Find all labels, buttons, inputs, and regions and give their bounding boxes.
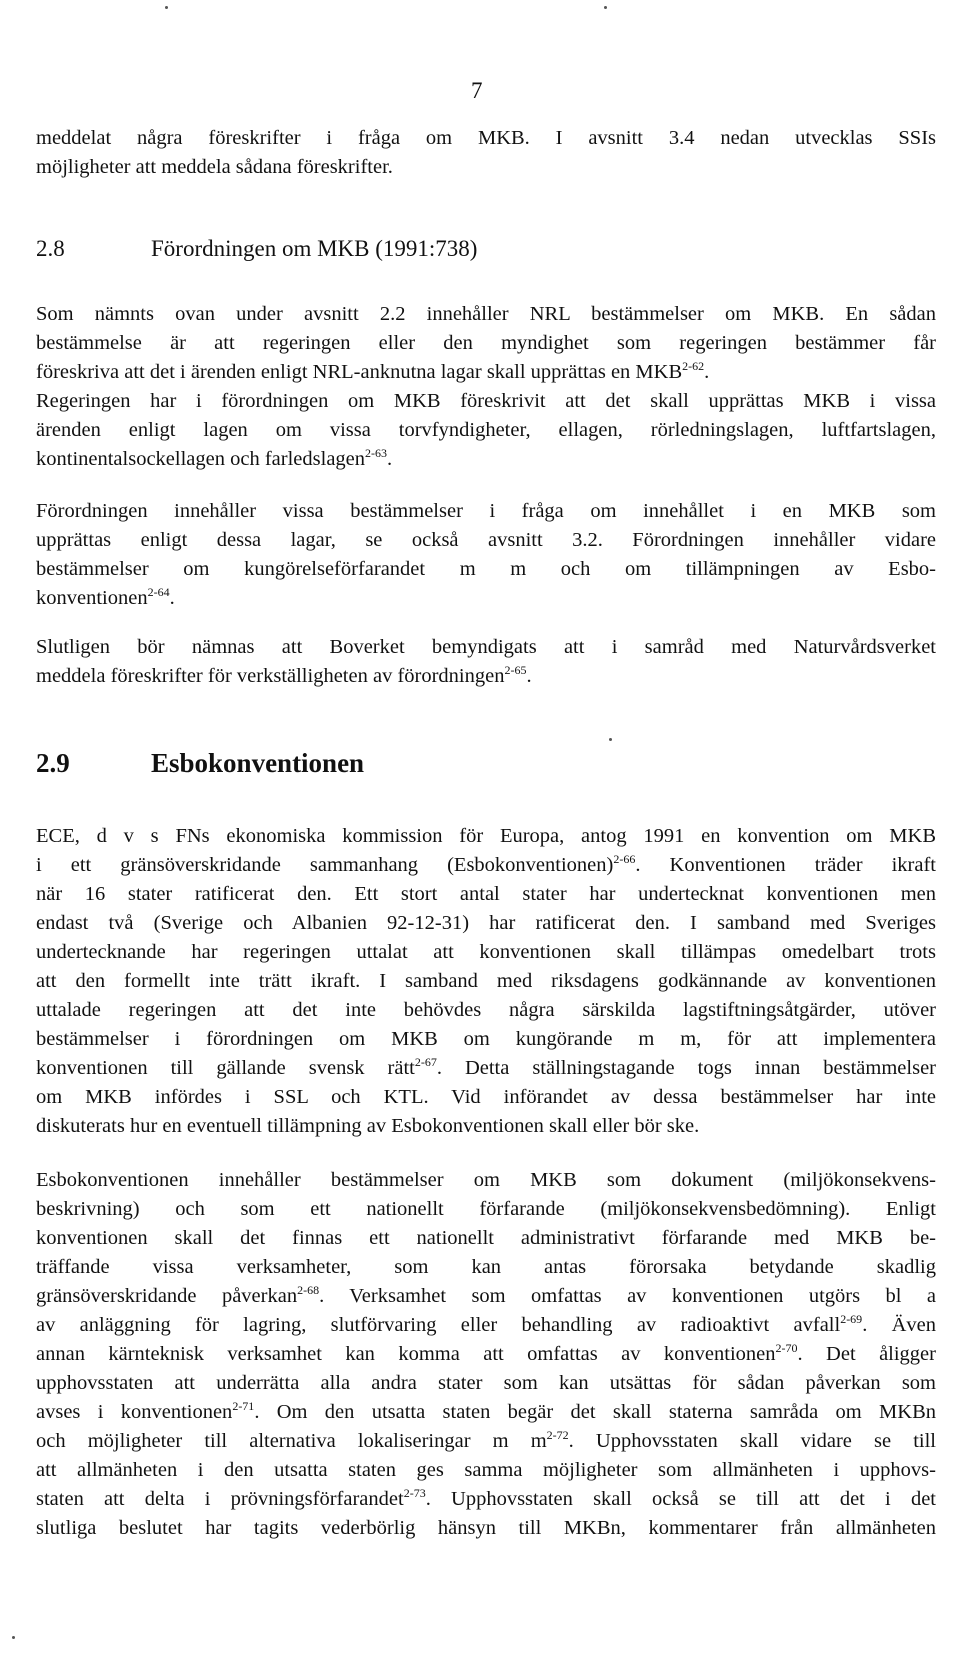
text-line: att allmänheten i den utsatta staten ges samma möjligheter som allmänheten i upphovs- bbox=[36, 1459, 936, 1481]
text-line: staten att delta i prövningsförfarandet$^{2-73}$. Upphovsstaten skall också se till att det i det bbox=[36, 1486, 936, 1510]
text-line: Förordningen innehåller vissa bestämmelser i fråga om innehållet i en MKB som bbox=[36, 500, 936, 522]
text-line: konventionen till gällande svensk rätt$^{2-67}$. Detta ställningstagande togs innan bestämmelser bbox=[36, 1055, 936, 1079]
text-line: Som nämnts ovan under avsnitt 2.2 innehåller NRL bestämmelser om MKB. En sådan bbox=[36, 303, 936, 325]
footnote-ref: 2-71 bbox=[232, 1399, 255, 1413]
text-line: konventionen$^{2-64}$. bbox=[36, 585, 175, 609]
scan-speck bbox=[12, 1636, 15, 1639]
text-line: i ett gränsöverskridande sammanhang (Esbokonventionen)$^{2-66}$. Konventionen träder ikraft bbox=[36, 852, 936, 876]
footnote-ref: 2-68 bbox=[297, 1283, 320, 1297]
text-line: när 16 stater ratificerat den. Ett stort antal stater har undertecknat konventionen men bbox=[36, 883, 936, 905]
text-line: meddela föreskrifter för verkställigheten av förordningen$^{2-65}$. bbox=[36, 663, 532, 687]
scan-speck bbox=[609, 738, 612, 741]
text-line: Regeringen har i förordningen om MKB föreskrivit att det skall upprättas MKB i vissa bbox=[36, 390, 936, 412]
text-line: kontinentalsockellagen och farledslagen$^{2-63}$. bbox=[36, 446, 393, 470]
text-line: om MKB infördes i SSL och KTL. Vid införandet av dessa bestämmelser har inte bbox=[36, 1086, 936, 1108]
text-line: diskuterats hur en eventuell tillämpning av Esbokonventionen skall eller bör ske. bbox=[36, 1115, 700, 1137]
footnote-ref: 2-66 bbox=[613, 852, 636, 866]
footnote-ref: 2-64 bbox=[147, 585, 170, 599]
text-line: bestämmelser i förordningen om MKB om kungörande m m, för att implementera bbox=[36, 1028, 936, 1050]
section-number: 2.8 bbox=[36, 236, 65, 261]
footnote-ref: 2-70 bbox=[775, 1341, 798, 1355]
scan-speck bbox=[604, 6, 607, 9]
footnote-ref: 2-63 bbox=[365, 446, 388, 460]
text-line: annan kärnteknisk verksamhet kan komma att omfattas av konventionen$^{2-70}$. Det åligger bbox=[36, 1341, 936, 1365]
footnote-ref: 2-65 bbox=[504, 663, 527, 677]
text-line: ärenden enligt lagen om vissa torvfyndigheter, ellagen, rörledningslagen, luftfartslagen, bbox=[36, 419, 936, 441]
text-line: föreskriva att det i ärenden enligt NRL-anknutna lagar skall upprättas en MKB$^{2-62}$. bbox=[36, 359, 710, 383]
text-line: endast två (Sverige och Albanien 92-12-31) har ratificerat den. I samband med Sveriges bbox=[36, 912, 936, 934]
page-number: 7 bbox=[471, 78, 483, 103]
paragraph-esbo bbox=[36, 1166, 936, 1543]
text-line: upphovsstaten att underrätta alla andra stater som kan utsättas för sådan påverkan som bbox=[36, 1372, 936, 1394]
text-line: uttalade regeringen att det inte behövdes några särskilda lagstiftningsåtgärder, utöver bbox=[36, 999, 936, 1021]
paragraph-nrl bbox=[36, 300, 936, 474]
text-line: träffande vissa verksamheter, som kan antas förorsaka betydande skadlig bbox=[36, 1256, 936, 1278]
section-title: Förordningen om MKB (1991:738) bbox=[151, 236, 478, 261]
section-title: Esbokonventionen bbox=[151, 748, 365, 778]
footnote-ref: 2-69 bbox=[840, 1312, 863, 1326]
text-line: konventionen skall det finnas ett nationellt administrativt förfarande med MKB be- bbox=[36, 1227, 936, 1249]
text-line: gränsöverskridande påverkan$^{2-68}$. Verksamhet som omfattas av konventionen utgörs bl a bbox=[36, 1283, 936, 1307]
paragraph-ece bbox=[36, 822, 936, 1141]
section-heading-2-9 bbox=[36, 748, 364, 779]
footnote-ref: 2-67 bbox=[414, 1055, 437, 1069]
text-line: meddelat några föreskrifter i fråga om MKB. I avsnitt 3.4 nedan utvecklas SSIs bbox=[36, 127, 936, 149]
text-line: beskrivning) och som ett nationellt förfarande (miljökonsekvensbedömning). Enligt bbox=[36, 1198, 936, 1220]
text-line: bestämmelser om kungörelseförfarandet m m och om tillämpningen av Esbo- bbox=[36, 558, 936, 580]
footnote-ref: 2-62 bbox=[682, 359, 705, 373]
text-line: av anläggning för lagring, slutförvaring eller behandling av radioaktivt avfall$^{2-69}$. Även bbox=[36, 1312, 936, 1336]
paragraph-forordning bbox=[36, 497, 936, 613]
footnote-ref: 2-73 bbox=[403, 1486, 426, 1500]
text-line: Esbokonventionen innehåller bestämmelser om MKB som dokument (miljökonsekvens- bbox=[36, 1169, 936, 1191]
section-heading-2-8 bbox=[36, 236, 477, 262]
text-line: att den formellt inte trätt ikraft. I samband med riksdagens godkännande av konventionen bbox=[36, 970, 936, 992]
text-line: upprättas enligt dessa lagar, se också avsnitt 3.2. Förordningen innehåller vidare bbox=[36, 529, 936, 551]
text-line: undertecknande har regeringen uttalat att konventionen skall tillämpas omedelbart trots bbox=[36, 941, 936, 963]
text-line: avses i konventionen$^{2-71}$. Om den utsatta staten begär det skall staterna samråda om MKBn bbox=[36, 1399, 936, 1423]
text-line: bestämmelse är att regeringen eller den myndighet som regeringen bestämmer får bbox=[36, 332, 936, 354]
text-line: Slutligen bör nämnas att Boverket bemyndigats att i samråd med Naturvårdsverket bbox=[36, 636, 936, 658]
paragraph-intro bbox=[36, 124, 936, 182]
section-number: 2.9 bbox=[36, 748, 70, 778]
text-line: och möjligheter till alternativa lokaliseringar m $m^{2-72}$. Upphovsstaten skall vidare se till bbox=[36, 1428, 936, 1452]
text-line: ECE, d v s FNs ekonomiska kommission för Europa, antog 1991 en konvention om MKB bbox=[36, 825, 936, 847]
footnote-ref: 2-72 bbox=[546, 1428, 569, 1442]
scan-speck bbox=[165, 6, 168, 9]
text-line: slutliga beslutet har tagits vederbörlig hänsyn till MKBn, kommentarer från allmänheten bbox=[36, 1517, 936, 1539]
paragraph-boverket bbox=[36, 633, 936, 691]
text-line: möjligheter att meddela sådana föreskrifter. bbox=[36, 156, 393, 178]
